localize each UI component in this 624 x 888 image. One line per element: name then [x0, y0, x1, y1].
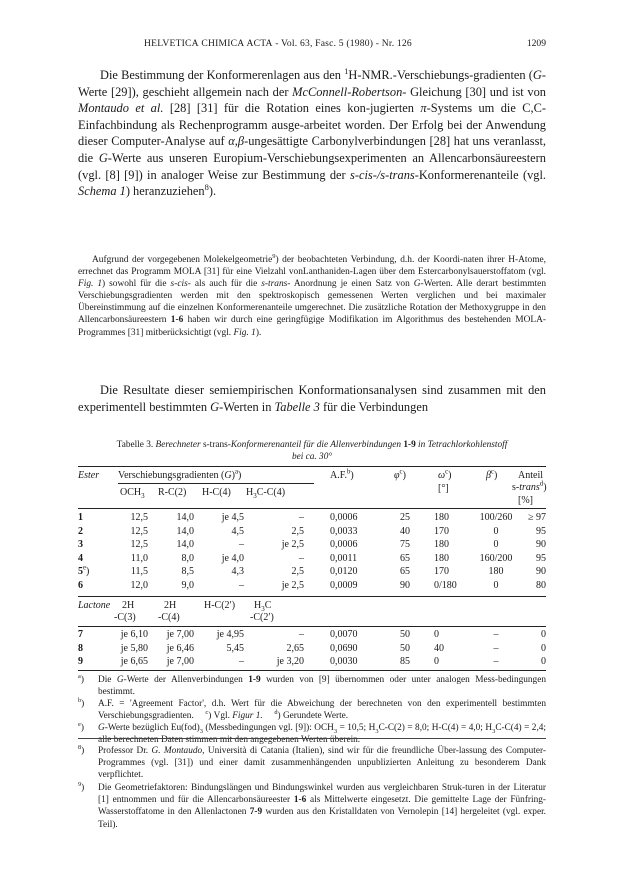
- fn-text: Professor Dr.: [98, 746, 152, 756]
- col-header-omega: [438, 470, 451, 482]
- note-text: -Werte bezüglich Eu(fod): [104, 723, 200, 734]
- table-cell-c3: –: [239, 539, 244, 551]
- note-text: C-C(2) = 8,0; H-C(4) = 4,0; H: [378, 723, 493, 734]
- footnote-separator: [78, 738, 546, 739]
- table-cell-c1: 12,5: [130, 539, 148, 551]
- table-cell-beta: 0: [493, 525, 499, 537]
- vg-end: ): [231, 470, 235, 481]
- note-text: wurden von [9] übernommen oder unter analogen Mess-bedingungen bestimmt.: [98, 675, 546, 698]
- lactone-label: Lactone: [78, 600, 111, 611]
- p3-text: Die Resultate dieser semiempirischen Konformationsanalysen sind zusammen mit den experimentell bestimmten: [78, 383, 546, 414]
- row-id-text: 9: [78, 656, 83, 668]
- table-cell-c4: je 2,5: [281, 539, 304, 551]
- p1-italic: α,β: [228, 134, 245, 149]
- table-cell-c3: je 4,5: [221, 512, 244, 523]
- p3-italic: Tabelle 3: [274, 399, 320, 414]
- och3-sub: 3: [141, 492, 145, 500]
- table-cell-af: 0,0009: [330, 580, 358, 591]
- table-cell-c1: je 6,65: [120, 656, 148, 668]
- row-id: [78, 512, 94, 524]
- note-text: Gerundete Werte.: [282, 711, 349, 722]
- table-cell-c2: 8,5: [181, 566, 194, 578]
- p1-italic: Schema 1: [78, 184, 126, 199]
- table-cell-omega: 0/180: [434, 580, 457, 591]
- p3-italic: G: [210, 399, 220, 414]
- table-cell-c2: je 6,46: [166, 642, 194, 654]
- table-cell-c4: –: [299, 552, 304, 564]
- col-header-rc2: R-C(2): [158, 487, 187, 498]
- p1-italic: McConnell-Robertson-: [292, 84, 407, 99]
- fn-bold: 1-6: [293, 795, 307, 806]
- p3-text: für die Verbindungen: [319, 399, 429, 414]
- note-italic: G: [116, 675, 124, 685]
- journal-volume: - Vol. 63, Fasc. 5 (1980) - Nr. 126: [272, 38, 412, 49]
- lactone-c4: -C(4): [158, 612, 180, 623]
- phi-sup: c: [399, 468, 403, 476]
- fn8-mark: 8: [78, 743, 82, 751]
- p2-italic: s-cis-: [170, 279, 191, 290]
- table-cell-af: 0,0006: [330, 512, 358, 523]
- p1-italic: π: [420, 101, 427, 116]
- p2-text: als auch für die: [190, 279, 262, 290]
- table-cell-c1: 11,5: [130, 566, 148, 578]
- table-note-b: $^b$) A.F. = 'Agreement Factor', d.h. Wert für die Abweichung der berechneten von den experimentell bestimmten Verschiebungsgradienten. $^c$) Vgl. Figur 1. $^d$) Gerundete Werte.: [78, 697, 546, 722]
- note-marker: $^b$): [78, 697, 85, 710]
- table-cell-anteil: 0: [541, 656, 546, 668]
- table-cell-c2: 14,0: [176, 539, 194, 551]
- vg-close: ): [237, 470, 242, 481]
- lactone-2h-a: 2H: [122, 600, 135, 611]
- p2-text: Aufgrund der vorgegebenen Molekelgeometrie: [92, 255, 273, 265]
- table-cell-af: 0,0030: [330, 656, 358, 668]
- table-cell-anteil: 0: [541, 642, 546, 654]
- fn9-mark: 9: [78, 781, 82, 789]
- table-cell-af: 0,0033: [330, 525, 358, 537]
- table-cell-c2: 14,0: [176, 525, 194, 537]
- h3cc4-sub: 3: [253, 492, 257, 500]
- p1-italic: G: [532, 68, 542, 82]
- row-id: [78, 629, 94, 641]
- row-id-text: 8: [78, 642, 83, 654]
- row-id: [78, 643, 94, 655]
- lactone-hc2: H-C(2′): [204, 600, 236, 611]
- table-cell-omega: 180: [434, 512, 449, 523]
- journal-h: H: [144, 38, 152, 49]
- table-cell-beta: –: [493, 642, 499, 654]
- table-cell-c1: je 6,10: [120, 629, 148, 640]
- table-rule-bottom: [78, 670, 546, 671]
- col-header-ester: Ester: [78, 470, 100, 481]
- col-header-hc4: H-C(4): [202, 487, 231, 498]
- col-header-h3cc4: [246, 487, 285, 499]
- table-cell-omega: 170: [434, 566, 449, 578]
- p1-text: Konformerenanteile (vgl.: [418, 167, 547, 182]
- col-header-omega-unit: [°]: [438, 483, 449, 494]
- table-cell-beta: 100/260: [479, 512, 513, 523]
- page-number: 1209: [526, 38, 546, 49]
- note-d-mark: d: [274, 709, 278, 717]
- table-rule-head: [78, 508, 546, 509]
- col-header-af: [330, 470, 354, 482]
- row-id-sup: e: [83, 565, 87, 573]
- table-note-e: [78, 722, 546, 746]
- note-sub: 3: [199, 728, 203, 736]
- table-cell-beta: 0: [493, 580, 499, 591]
- row-id-close: ): [86, 566, 90, 578]
- table-cell-phi: 75: [400, 539, 410, 551]
- fn-text: als Mittelwerte eingesetzt. Die gemittelte Lage der Fünfring-Wasserstoffatome in den Allenlactonen: [98, 795, 546, 818]
- col-header-och3: [120, 487, 145, 499]
- table-cell-c4: 2,5: [291, 525, 304, 537]
- footnote-marker: $^8$): [78, 743, 85, 756]
- note-text: A.F. = 'Agreement Factor', d.h. Wert für die Abweichung der berechneten von den experimentell bestimmten Verschiebungsgradienten.: [98, 699, 546, 722]
- table-cell-c4: je 2,5: [281, 580, 304, 591]
- p1-text: ).: [208, 184, 217, 199]
- table-cell-anteil: 80: [536, 580, 546, 591]
- beta-sup: c: [490, 468, 495, 476]
- col-header-anteil-unit: [%]: [518, 495, 533, 506]
- table-rule-lactone: [78, 626, 546, 627]
- table-cell-c3: –: [239, 656, 244, 668]
- note-sub: 3: [492, 728, 496, 736]
- col-header-vg: [118, 470, 241, 482]
- omega-sup: c: [445, 468, 449, 476]
- col-header-anteil: Anteil: [518, 470, 543, 481]
- note-text: C-C(4) = 2,4; alle berechneten Daten stimmen mit den angegebenen Werten überein.: [98, 723, 546, 746]
- footnote-marker: $^9$): [78, 781, 85, 794]
- table-cell-c3: je 4,95: [216, 629, 244, 640]
- row-id-text: 6: [78, 580, 83, 591]
- table-cell-beta: 160/200: [479, 552, 513, 564]
- row-id-text: 1: [78, 512, 83, 523]
- lactone-c3: -C(3): [114, 612, 136, 623]
- table-cell-phi: 90: [400, 580, 410, 591]
- p2-text: ) sowohl für die: [102, 279, 171, 290]
- table-cell-c1: 12,5: [130, 512, 148, 523]
- table-cell-c3: je 4,0: [221, 552, 244, 564]
- caption-italic: -Konformerenanteil für die Allenverbindungen: [227, 440, 404, 450]
- vg-g: G: [224, 470, 232, 481]
- p3-text: -Werten in: [219, 399, 275, 414]
- note-text: = 10,5; H: [337, 723, 376, 734]
- p1-sup: 1: [344, 65, 349, 76]
- table-cell-c1: je 5,80: [120, 642, 148, 654]
- table-cell-c1: 11,0: [130, 552, 148, 564]
- journal-a: A: [246, 38, 254, 49]
- table-cell-phi: 85: [400, 656, 410, 668]
- row-id-text: 3: [78, 539, 83, 551]
- p2-bold: 1-6: [170, 315, 184, 326]
- journal-citation: [144, 38, 412, 49]
- table-cell-beta: –: [493, 656, 499, 668]
- table-cell-phi: 25: [400, 512, 410, 523]
- p1-italic: Montaudo et al.: [78, 101, 164, 116]
- p2-text: ) der beobachteten Verbindung, d.h. der Koordi-naten ihrer H-Atome, errechnet das Programm MOLA [31] für eine Vielzahl vonLanthaniden-Lagen über dem Estercarbonylsauerstoffatom (vgl.: [78, 255, 546, 278]
- phi-close: ): [402, 470, 406, 481]
- table-cell-phi: 50: [400, 642, 410, 654]
- p2-sup: 9: [272, 252, 276, 260]
- note-b-mark: b: [78, 697, 82, 705]
- p1-text: ) heranzuziehen: [125, 184, 205, 199]
- paragraph-1: [78, 67, 546, 200]
- table-cell-c2: je 7,00: [166, 656, 194, 668]
- col-header-beta: [486, 470, 497, 482]
- fn-text: , Università di Catania (Italien), sind wir für die freundliche Über-lassung des Computer-Programmes (vgl. [31]) und einer damit zusammenhängenden unpublizierten Anleitung zu besonderem Dank verpflichtet.: [98, 746, 546, 781]
- note-italic: G: [98, 723, 105, 734]
- af-sup: b: [346, 468, 351, 476]
- p2-italic: s-trans-: [261, 279, 291, 290]
- phi-label: φ: [394, 470, 400, 481]
- note-text: (Messbedingungen vgl. [9]): OCH: [202, 723, 334, 734]
- table-cell-c3: 5,45: [226, 642, 244, 654]
- table-cell-anteil: 95: [536, 525, 546, 537]
- p2-text: haben wir durch eine geringfügige Modifikation im Algorithmus des bestehenden MOLA-Programmes [31] mitberücksichtigt (vgl.: [78, 315, 546, 338]
- vg-label: Verschiebungsgradienten (: [118, 470, 225, 481]
- row-id: [78, 526, 94, 538]
- table-cell-anteil: 0: [541, 629, 546, 640]
- table-cell-omega: 170: [434, 525, 449, 537]
- note-bold: 1-9: [248, 675, 261, 685]
- p1-text: Die Bestimmung der Konformerenlagen aus den: [100, 68, 345, 82]
- col-header-anteil-strans: [512, 482, 547, 494]
- table-footnotes: [78, 674, 546, 747]
- p1-text: H-NMR.-Verschiebungs-gradienten (: [348, 68, 533, 82]
- note-e-mark: e: [78, 721, 81, 729]
- table-cell-beta: 180: [488, 566, 504, 578]
- table-rule-vg: [118, 483, 314, 484]
- table-cell-omega: 180: [434, 539, 449, 551]
- table-cell-c4: 2,5: [291, 566, 304, 578]
- caption-label: Tabelle 3.: [116, 440, 156, 450]
- table-cell-c1: 12,5: [130, 525, 148, 537]
- note-a-mark: a: [78, 672, 81, 680]
- row-id: [78, 539, 94, 551]
- table-cell-omega: 0: [434, 656, 439, 668]
- p1-text: Gleichung [30] und ist von: [410, 84, 546, 99]
- journal-cta: CTA: [253, 38, 273, 49]
- h3cc4-rest: C-C(4): [256, 487, 286, 498]
- af-close: ): [350, 470, 354, 481]
- page-footnotes: [78, 745, 546, 832]
- vg-sup: a: [234, 468, 238, 476]
- caption-text: trans: [209, 440, 228, 450]
- note-sub: 3: [375, 728, 379, 736]
- fn-italic: G. Montaudo: [151, 746, 203, 756]
- caption-text: s-: [202, 440, 210, 450]
- footnote-8: [78, 745, 546, 781]
- table-cell-c4: je 3,20: [276, 656, 304, 668]
- h3c-c: C: [264, 600, 272, 611]
- table-cell-anteil: 90: [536, 539, 546, 551]
- p2-text: Anordnung je einen Satz von: [293, 279, 414, 290]
- row-id: [78, 553, 94, 565]
- p1-text: -Werte aus unseren Europium-Verschiebungsexperimenten an Allencarbonsäureestern (vgl. [8] [9]) in analoger Weise zur Bestimmung der: [78, 150, 546, 182]
- lactone-c2p: -C(2′): [250, 612, 274, 623]
- col-header-phi: [394, 470, 406, 482]
- och3-label: OCH: [120, 487, 142, 498]
- table-caption: [78, 439, 546, 463]
- table-cell-c3: 4,5: [231, 525, 244, 537]
- table-cell-phi: 65: [400, 566, 410, 578]
- table-rule-top: [78, 466, 546, 467]
- anteil-close: ): [543, 482, 547, 493]
- note-text: -Werte der Allenverbindungen: [123, 675, 249, 685]
- table-cell-omega: 0: [434, 629, 439, 640]
- table-cell-c4: –: [299, 512, 304, 523]
- row-id: [78, 656, 94, 668]
- beta-label: β: [486, 470, 491, 481]
- table-cell-c2: 14,0: [176, 512, 194, 523]
- note-c-mark: c: [205, 709, 209, 717]
- p1-text: -Werte [29]), geschieht allgemein nach der: [78, 68, 546, 99]
- p1-sup: 8: [204, 182, 209, 193]
- p2-italic: Fig. 1: [233, 327, 256, 338]
- table-cell-c4: 2,65: [286, 642, 304, 654]
- table-cell-beta: –: [493, 629, 499, 640]
- table-cell-af: 0,0690: [330, 642, 358, 654]
- note-marker: $^a$): [78, 672, 84, 685]
- note-italic: Figur 1.: [232, 711, 263, 722]
- table-cell-anteil: 95: [536, 552, 546, 564]
- table-rule-mid: [78, 596, 546, 597]
- beta-close: ): [494, 470, 498, 481]
- p2-italic: Fig. 1: [78, 279, 103, 290]
- row-id-text: 2: [78, 525, 83, 537]
- row-id-text: 5: [78, 566, 83, 578]
- omega-label: ω: [438, 470, 446, 481]
- table-cell-af: 0,0006: [330, 539, 358, 551]
- note-sub: 3: [333, 728, 338, 736]
- lactone-h3c: [254, 600, 271, 612]
- table-cell-c3: 4,3: [231, 566, 244, 578]
- journal-elvetica: ELVETICA: [151, 38, 199, 49]
- p1-italic: s-cis-/s-trans-: [350, 167, 419, 182]
- p2-italic: G: [413, 279, 421, 290]
- af-label: A.F.: [330, 470, 347, 481]
- table-cell-c1: 12,0: [130, 580, 148, 591]
- note-marker: $^e$): [78, 721, 84, 734]
- anteil-trans: trans: [519, 482, 540, 493]
- caption-bold: 1-9: [403, 440, 416, 450]
- table-cell-anteil: 90: [536, 566, 546, 578]
- h3c-sub: 3: [261, 605, 265, 613]
- table-cell-c3: –: [239, 580, 244, 591]
- anteil-sup: d: [539, 480, 544, 488]
- anteil-s: s-: [512, 482, 520, 493]
- row-id: [78, 566, 94, 578]
- journal-himica: HIMICA: [207, 38, 245, 49]
- p1-text: -ungesättigte Carbonylverbindungen [28] hat uns veranlasst, die: [78, 134, 546, 165]
- table-cell-phi: 50: [400, 629, 410, 640]
- table-cell-beta: 0: [493, 539, 499, 551]
- note-text: Die: [98, 675, 117, 685]
- table-cell-phi: 40: [400, 525, 410, 537]
- caption-italic: Berechneter: [155, 440, 203, 450]
- table-cell-c2: je 7,00: [166, 629, 194, 640]
- row-id-text: 4: [78, 552, 83, 564]
- p2-text: -Werten. Alle derart bestimmten Verschiebungsgradienten werden mit den spektroskopisch gemessenen Werten verglichen und bei maximaler Übereinstimmung auf die einzelnen Konformerenanteile umgerechnet. Die zusätzliche Rotation der Methoxygruppe in den Allencarbonsäureestern: [78, 279, 547, 326]
- table-cell-omega: 40: [434, 642, 444, 654]
- table-cell-omega: 180: [434, 552, 449, 564]
- caption-italic: bei: [291, 452, 304, 463]
- fn-bold: 7-9: [249, 807, 263, 818]
- table-cell-af: 0,0070: [330, 629, 358, 640]
- lactone-2h-b: 2H: [164, 600, 177, 611]
- paragraph-3: [78, 382, 546, 415]
- note-text: Vgl.: [213, 711, 233, 722]
- p1-italic: G: [98, 150, 108, 165]
- table-cell-phi: 65: [400, 552, 410, 564]
- caption-italic: in Tetrachlorkohlenstoff: [415, 440, 508, 450]
- p1-text: [28] [31] für die Rotation eines kon-jugierten: [163, 101, 421, 116]
- row-id: [78, 580, 94, 592]
- caption-italic: ca. 30°: [303, 452, 333, 463]
- p2-text: ).: [255, 327, 262, 338]
- row-id-text: 7: [78, 629, 83, 640]
- omega-close: ): [448, 470, 452, 481]
- fn-text: wurden aus den Kristalldaten von Vernolepin [14] hergeleitet (vgl. exper. Teil).: [98, 807, 546, 830]
- h3cc4-label: H: [246, 487, 254, 498]
- footnote-9: [78, 782, 546, 830]
- table-cell-anteil: ≥ 97: [528, 512, 546, 523]
- table-cell-c2: 8,0: [181, 552, 194, 564]
- table-note-a: [78, 674, 546, 698]
- table-cell-af: 0,0011: [330, 552, 358, 564]
- table-cell-c4: –: [299, 629, 304, 640]
- fn-text: Die Geometriefaktoren: Bindungslängen und Bindungswinkel wurden aus vergleichbaren Struk-turen in der Literatur [1] entnommen und für die Allencarbonsäureester: [98, 783, 546, 806]
- h3c-h: H: [254, 600, 262, 611]
- journal-c: C: [201, 38, 208, 49]
- p1-text: -Systems um die C,C-Einfachbindung als Rechenprogramm ausge-arbeitet worden. Der Erfolg bei der Anwendung dieser Computer-Analyse auf: [78, 101, 546, 149]
- paragraph-2: [78, 254, 546, 339]
- table-cell-af: 0,0120: [330, 566, 358, 578]
- table-cell-c2: 9,0: [181, 580, 194, 591]
